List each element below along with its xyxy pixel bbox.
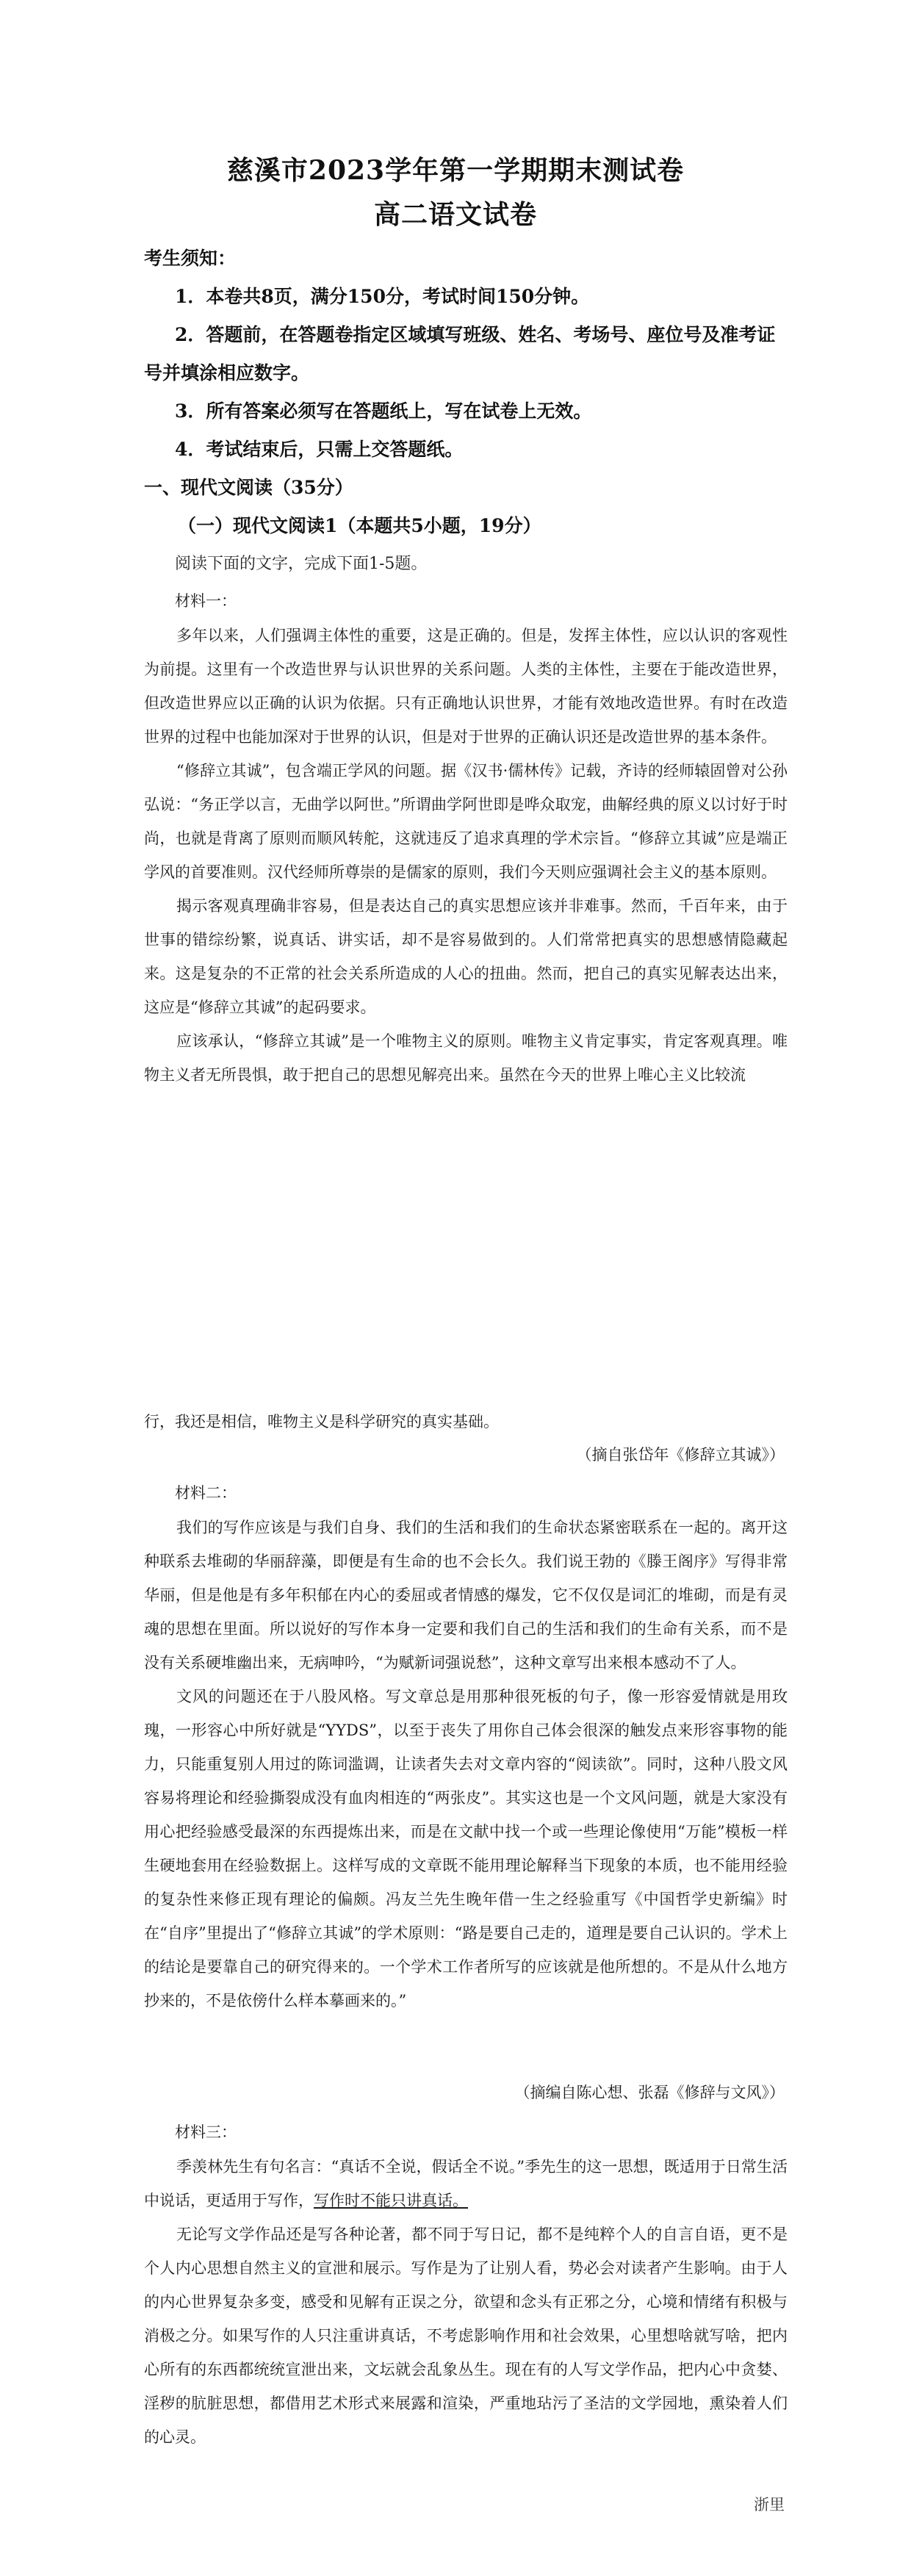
material-2-label: 材料二：: [175, 1484, 237, 1502]
material-2-para: 文风的问题还在于八股风格。写文章总是用那种很死板的句子，像一形容爱情就是用玫瑰，一形容心中所好就是“YYDS”，以至于丧失了用你自己体会很深的触发点来形容事物的能力，只能重复别人用过的陈词滥调，让读者失去对文章内容的“阅读欲”。同时，这种八股文风容易将理论和经验撕裂成没有血肉相连的“两张皮”。其实这也是一个文风问题，就是大家没有用心把经验感受最深的东西提炼出来，而是在文献中找一个或一些理论像使用“万能”模板一样生硬地套用在经验数据上。这样写成的文章既不能用理论解释当下现象的本质，也不能用经验的复杂性来修正现有理论的偏颇。冯友兰先生晚年借一生之经验重写《中国哲学史新编》时在“自序”里提出了“修辞立其诚”的学术原则：“路是要自己走的，道理是要自己认识的。学术上的结论是要靠自己的研究得来的。一个学术工作者所写的应该就是他所想的。不是从什么地方抄来的，不是依傍什么样本摹画来的。”: [144, 1688, 788, 2010]
material-1-para: 揭示客观真理确非容易，但是表达自己的真实思想应该并非难事。然而，千百年来，由于世事的错综纷繁，说真话、讲实话，却不是容易做到的。人们常常把真实的思想感情隐藏起来。这是复杂的不正常的社会关系所造成的人心的扭曲。然而，把自己的真实见解表达出来，这应是“修辞立其诚”的起码要求。: [144, 897, 788, 1016]
material-1-body: [144, 619, 788, 1092]
reading-instruction: 阅读下面的文字，完成下面1-5题。: [175, 555, 428, 573]
material-2-para: 我们的写作应该是与我们自身、我们的生活和我们的生命状态紧密联系在一起的。离开这种联系去堆砌的华丽辞藻，即便是有生命的也不会长久。我们说王勃的《滕王阁序》写得非常华丽，但是他是有多年积郁在内心的委屈或者情感的爆发，它不仅仅是词汇的堆砌，而是有灵魂的思想在里面。所以说好的写作本身一定要和我们自己的生活和我们的生命有关系，而不是没有关系硬堆幽出来，无病呻吟，“为赋新词强说愁”，这种文章写出来根本感动不了人。: [144, 1519, 788, 1672]
material-2-source: （摘编自陈心想、张磊《修辞与文风》）: [514, 2084, 785, 2101]
material-3-para: 无论写文学作品还是写各种论著，都不同于写日记，都不是纯粹个人的自言自语，更不是个人内心思想自然主义的宣泄和展示。写作是为了让别人看，势必会对读者产生影响。由于人的内心世界复杂多变，感受和见解有正误之分，欲望和念头有正邪之分，心境和情绪有积极与消极之分。如果写作的人只注重讲真话，不考虑影响作用和社会效果，心里想啥就写啥，把内心所有的东西都统统宣泄出来，文坛就会乱象丛生。现在有的人写文学作品，把内心中贪婪、淫秽的肮脏思想，都借用艺术形式来展露和渲染，严重地玷污了圣洁的文学园地，熏染着人们的心灵。: [144, 2226, 788, 2446]
exam-title: 慈溪市2023学年第一学期期末测试卷: [226, 155, 685, 186]
material-3-label: 材料三：: [175, 2123, 237, 2141]
material-1-source: （摘自张岱年《修辞立其诚》）: [576, 1446, 785, 1464]
notice-item-1: 1．本卷共8页，满分150分，考试时间150分钟。: [175, 286, 590, 307]
exam-subtitle: 高二语文试卷: [373, 199, 537, 230]
material-1-continuation-text: 行，我还是相信，唯物主义是科学研究的真实基础。: [144, 1413, 499, 1431]
footer-watermark: 浙里: [754, 2496, 785, 2514]
material-1-label: 材料一：: [175, 592, 237, 610]
material-3-para: [144, 2150, 788, 2217]
material-1-para: “修辞立其诚”，包含端正学风的问题。据《汉书·儒林传》记载，齐诗的经师辕固曾对公孙弘说：“务正学以言，无曲学以阿世。”所谓曲学阿世即是哗众取宠，曲解经典的原义以讨好于时尚，也就是背离了原则而顺风转舵，这就违反了追求真理的学术宗旨。“修辞立其诚”应是端正学风的首要准则。汉代经师所尊崇的是儒家的原则，我们今天则应强调社会主义的基本原则。: [144, 762, 788, 881]
notice-item-3: 3．所有答案必须写在答题纸上，写在试卷上无效。: [175, 400, 592, 422]
section-heading: 一、现代文阅读（35分）: [144, 477, 353, 498]
material-2-body: [144, 1511, 788, 2018]
notice-item-2: 2．答题前，在答题卷指定区域填写班级、姓名、考场号、座位号及准考证: [175, 324, 776, 345]
notice-item-2-cont: 号并填涂相应数字。: [144, 362, 310, 384]
underlined-sentence: 写作时不能只讲真话。: [314, 2192, 468, 2209]
material-1-para: 多年以来，人们强调主体性的重要，这是正确的。但是，发挥主体性，应以认识的客观性为前提。这里有一个改造世界与认识世界的关系问题。人类的主体性，主要在于能改造世界，但改造世界应以正确的认识为依据。只有正确地认识世界，才能有效地改造世界。有时在改造世界的过程中也能加深对于世界的认识，但是对于世界的正确认识还是改造世界的基本条件。: [144, 627, 788, 746]
material-3-para-lead: 季羡林先生有句名言：“真话不全说，假话全不说。”季先生的这一思想，既适用于日常生活中说话，更适用于写作，: [144, 2158, 788, 2209]
material-1-para: 应该承认，“修辞立其诚”是一个唯物主义的原则。唯物主义肯定事实，肯定客观真理。唯物主义者无所畏惧，敢于把自己的思想见解亮出来。虽然在今天的世界上唯心主义比较流: [144, 1032, 788, 1084]
notice-heading: 考生须知：: [144, 248, 237, 269]
notice-item-4: 4．考试结束后，只需上交答题纸。: [175, 439, 464, 460]
material-3-body: [144, 2150, 788, 2454]
part-heading: （一）现代文阅读1（本题共5小题，19分）: [178, 515, 541, 536]
material-1-continuation: [144, 1405, 788, 1439]
